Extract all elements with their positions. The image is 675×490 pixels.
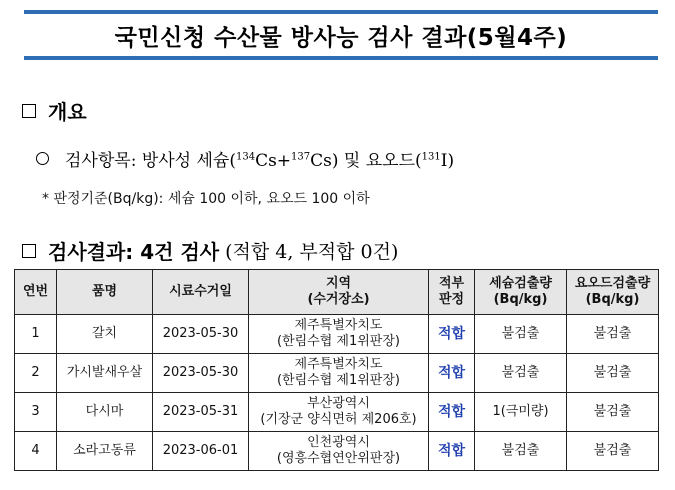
cell-no: 2 xyxy=(15,354,57,393)
cell-no: 1 xyxy=(15,315,57,354)
cs137-mass: 137 xyxy=(291,151,311,163)
col-header-iodine: 요오드검출량 (Bq/kg) xyxy=(567,270,659,315)
cell-iodine: 불검출 xyxy=(567,315,659,354)
table-row xyxy=(15,354,659,393)
cell-iodine: 불검출 xyxy=(567,354,659,393)
cell-item: 가시발새우살 xyxy=(57,354,153,393)
page-title: 국민신청 수산물 방사능 검사 결과(5월4주) xyxy=(114,24,568,51)
cell-region: 인천광역시 (영흥수협연안위판장) xyxy=(249,432,429,471)
col-header-region: 지역 (수거장소) xyxy=(249,270,429,315)
col-header-no: 연번 xyxy=(15,270,57,315)
cell-region: 제주특별자치도 (한림수협 제1위판장) xyxy=(249,354,429,393)
square-bullet-icon xyxy=(22,244,36,258)
overview-heading xyxy=(22,96,87,125)
col-header-item: 품명 xyxy=(57,270,153,315)
table-row xyxy=(15,432,659,471)
cell-date: 2023-06-01 xyxy=(153,432,249,471)
cell-item: 소라고동류 xyxy=(57,432,153,471)
table-header-row xyxy=(15,270,659,315)
cell-cesium: 1(극미량) xyxy=(475,393,567,432)
i131-mass: 131 xyxy=(421,151,441,163)
inspection-items-prefix: 검사항목: 방사성 세슘( xyxy=(65,151,236,171)
table-row xyxy=(15,315,659,354)
cell-verdict: 적합 xyxy=(429,315,475,354)
overview-heading-text: 개요 xyxy=(48,100,87,124)
cell-cesium: 불검출 xyxy=(475,315,567,354)
square-bullet-icon xyxy=(22,104,36,118)
results-table xyxy=(14,269,659,471)
cs134-symbol: Cs+ xyxy=(255,151,292,171)
cell-no: 4 xyxy=(15,432,57,471)
cell-iodine: 불검출 xyxy=(567,432,659,471)
cell-item: 다시마 xyxy=(57,393,153,432)
cell-cesium: 불검출 xyxy=(475,354,567,393)
cell-iodine: 불검출 xyxy=(567,393,659,432)
cell-verdict: 적합 xyxy=(429,393,475,432)
col-header-date: 시료수거일 xyxy=(153,270,249,315)
cell-date: 2023-05-30 xyxy=(153,354,249,393)
results-summary: (적합 4, 부적합 0건) xyxy=(225,241,399,263)
cell-region: 부산광역시 (기장군 양식면허 제206호) xyxy=(249,393,429,432)
inspection-items xyxy=(36,146,454,171)
cell-region: 제주특별자치도 (한림수협 제1위판장) xyxy=(249,315,429,354)
cell-date: 2023-05-30 xyxy=(153,315,249,354)
cell-verdict: 적합 xyxy=(429,354,475,393)
cs134-mass: 134 xyxy=(235,151,256,163)
col-header-cesium: 세슘검출량 (Bq/kg) xyxy=(475,270,567,315)
table-row xyxy=(15,393,659,432)
cell-no: 3 xyxy=(15,393,57,432)
cs137-symbol: Cs) 및 요오드( xyxy=(310,151,422,171)
results-heading-text: 검사결과: 4건 검사 xyxy=(48,240,220,264)
criteria-note: * 판정기준(Bq/kg): 세슘 100 이하, 요오드 100 이하 xyxy=(42,191,370,207)
cell-item: 갈치 xyxy=(57,315,153,354)
results-heading xyxy=(22,236,398,265)
col-header-verdict: 적부 판정 xyxy=(429,270,475,315)
cell-date: 2023-05-31 xyxy=(153,393,249,432)
circle-bullet-icon xyxy=(36,152,49,165)
title-bottom-rule xyxy=(24,56,658,60)
title-banner xyxy=(24,10,658,60)
i131-symbol: I) xyxy=(440,151,455,171)
cell-cesium: 불검출 xyxy=(475,432,567,471)
cell-verdict: 적합 xyxy=(429,432,475,471)
